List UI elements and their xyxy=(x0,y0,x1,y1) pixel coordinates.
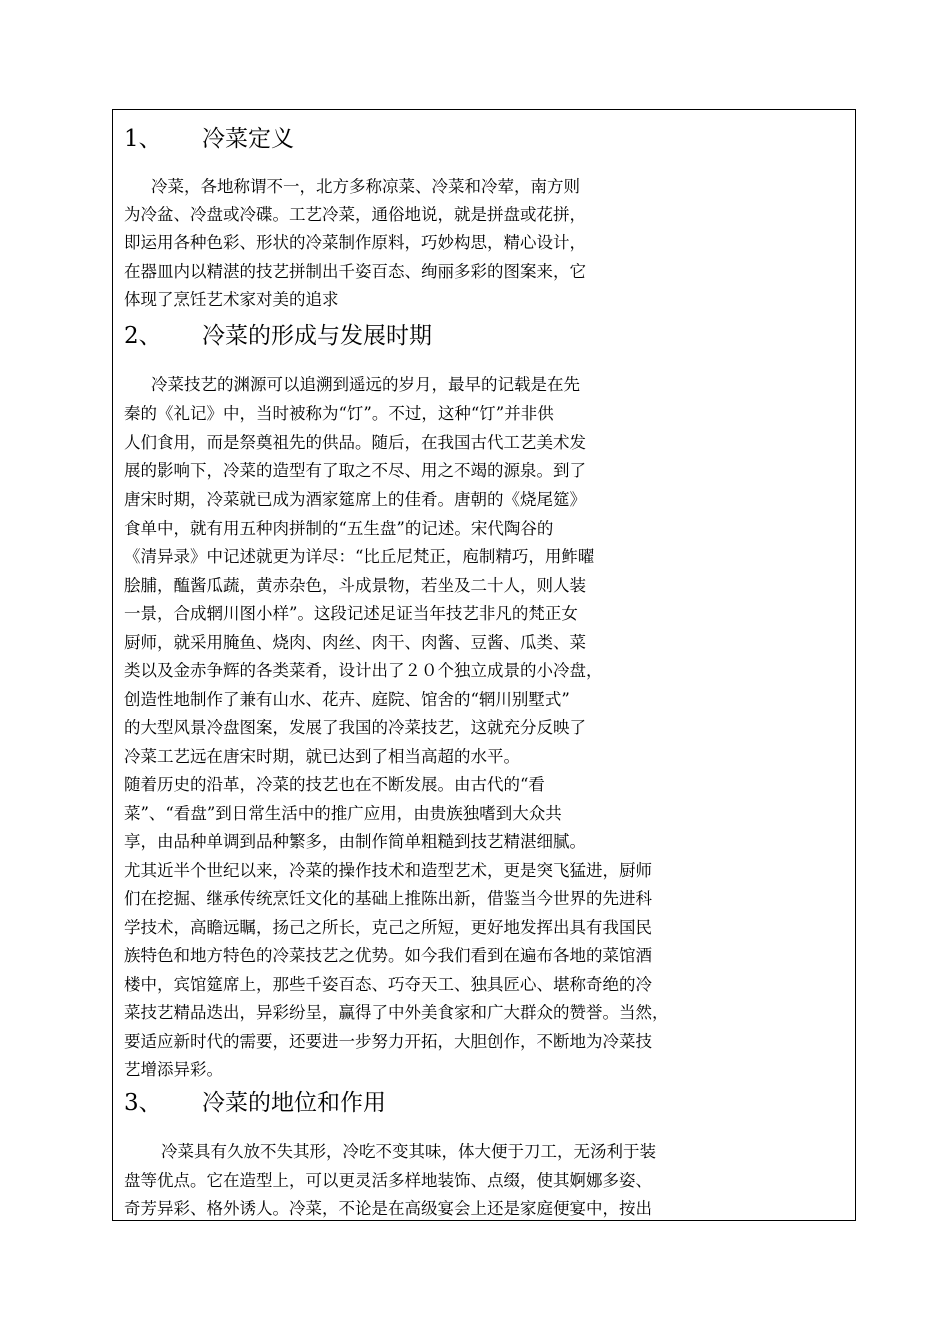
section-title-2: 冷菜的形成与发展时期 xyxy=(202,323,432,349)
paragraph-line: 楼中，宾馆筵席上，那些千姿百态、巧夺天工、独具匠心、堪称奇绝的冷 xyxy=(124,975,652,994)
paragraph-line: 为冷盆、冷盘或冷碟。工艺冷菜，通俗地说，就是拼盘或花拼， xyxy=(124,205,586,224)
paragraph-line: 脍脯，醢酱瓜蔬，黄赤杂色，斗成景物，若坐及二十人，则人装 xyxy=(124,576,586,595)
paragraph-line: 《清异录》中记述就更为详尽：“比丘尼梵正，庖制精巧，用鲊曜 xyxy=(124,547,595,566)
section-number-2: 2、 xyxy=(124,323,162,349)
paragraph-line: 冷菜工艺远在唐宋时期，就已达到了相当高超的水平。 xyxy=(124,747,520,766)
section-heading-1 xyxy=(124,124,294,154)
paragraph-line: 厨师，就采用腌鱼、烧肉、肉丝、肉干、肉酱、豆酱、瓜类、菜 xyxy=(124,633,586,652)
paragraph-line: 盘等优点。它在造型上，可以更灵活多样地装饰、点缀，使其婀娜多姿、 xyxy=(124,1171,652,1190)
section-title-3: 冷菜的地位和作用 xyxy=(202,1090,386,1116)
paragraph-line: 随着历史的沿革，冷菜的技艺也在不断发展。由古代的“看 xyxy=(124,775,545,794)
paragraph-line: 菜技艺精品迭出，异彩纷呈，赢得了中外美食家和广大群众的赞誉。当然， xyxy=(124,1003,669,1022)
section-heading-3 xyxy=(124,1088,386,1118)
section-heading-2 xyxy=(124,321,432,351)
paragraph-line: 人们食用，而是祭奠祖先的供品。随后，在我国古代工艺美术发 xyxy=(124,433,586,452)
paragraph-line: 一景，合成辋川图小样”。这段记述足证当年技艺非凡的梵正女 xyxy=(124,604,578,623)
paragraph-line: 冷菜具有久放不失其形，冷吃不变其味，体大便于刀工，无汤利于装 xyxy=(161,1142,656,1161)
paragraph-line: 学技术，高瞻远瞩，扬己之所长，克己之所短，更好地发挥出具有我国民 xyxy=(124,918,652,937)
paragraph-line: 即运用各种色彩、形状的冷菜制作原料，巧妙构思，精心设计， xyxy=(124,233,586,252)
section-title-1: 冷菜定义 xyxy=(202,126,294,152)
paragraph-line: 的大型风景冷盘图案，发展了我国的冷菜技艺，这就充分反映了 xyxy=(124,718,586,737)
paragraph-line: 类以及金赤争辉的各类菜肴，设计出了２０个独立成景的小冷盘， xyxy=(124,661,603,680)
paragraph-line: 族特色和地方特色的冷菜技艺之优势。如今我们看到在遍布各地的菜馆酒 xyxy=(124,946,652,965)
section-number-3: 3、 xyxy=(124,1090,162,1116)
paragraph-line: 享，由品种单调到品种繁多，由制作简单粗糙到技艺精湛细腻。 xyxy=(124,832,586,851)
paragraph-line: 秦的《礼记》中，当时被称为“饤”。不过，这种“饤”并非供 xyxy=(124,404,554,423)
paragraph-line: 在器皿内以精湛的技艺拼制出千姿百态、绚丽多彩的图案来，它 xyxy=(124,262,586,281)
paragraph-line: 创造性地制作了兼有山水、花卉、庭院、馆舍的“辋川别墅式” xyxy=(124,690,570,709)
paragraph-line: 奇芳异彩、格外诱人。冷菜，不论是在高级宴会上还是家庭便宴中，按出 xyxy=(124,1199,652,1218)
paragraph-line: 冷菜技艺的渊源可以追溯到遥远的岁月，最早的记载是在先 xyxy=(151,375,580,394)
document-frame xyxy=(112,109,856,1221)
paragraph-line: 体现了烹饪艺术家对美的追求 xyxy=(124,290,339,309)
paragraph-line: 冷菜，各地称谓不一，北方多称凉菜、冷菜和冷荤，南方则 xyxy=(151,177,580,196)
paragraph-line: 展的影响下，冷菜的造型有了取之不尽、用之不竭的源泉。到了 xyxy=(124,461,586,480)
paragraph-line: 菜”、“看盘”到日常生活中的推广应用，由贵族独嗜到大众共 xyxy=(124,804,562,823)
paragraph-line: 要适应新时代的需要，还要进一步努力开拓，大胆创作，不断地为冷菜技 xyxy=(124,1032,652,1051)
section-number-1: 1、 xyxy=(124,126,162,152)
paragraph-line: 们在挖掘、继承传统烹饪文化的基础上推陈出新，借鉴当今世界的先进科 xyxy=(124,889,652,908)
paragraph-line: 唐宋时期，冷菜就已成为酒家筵席上的佳肴。唐朝的《烧尾筵》 xyxy=(124,490,586,509)
paragraph-line: 艺增添异彩。 xyxy=(124,1060,223,1079)
paragraph-line: 食单中，就有用五种肉拼制的“五生盘”的记述。宋代陶谷的 xyxy=(124,519,554,538)
paragraph-line: 尤其近半个世纪以来，冷菜的操作技术和造型艺术，更是突飞猛进，厨师 xyxy=(124,861,652,880)
